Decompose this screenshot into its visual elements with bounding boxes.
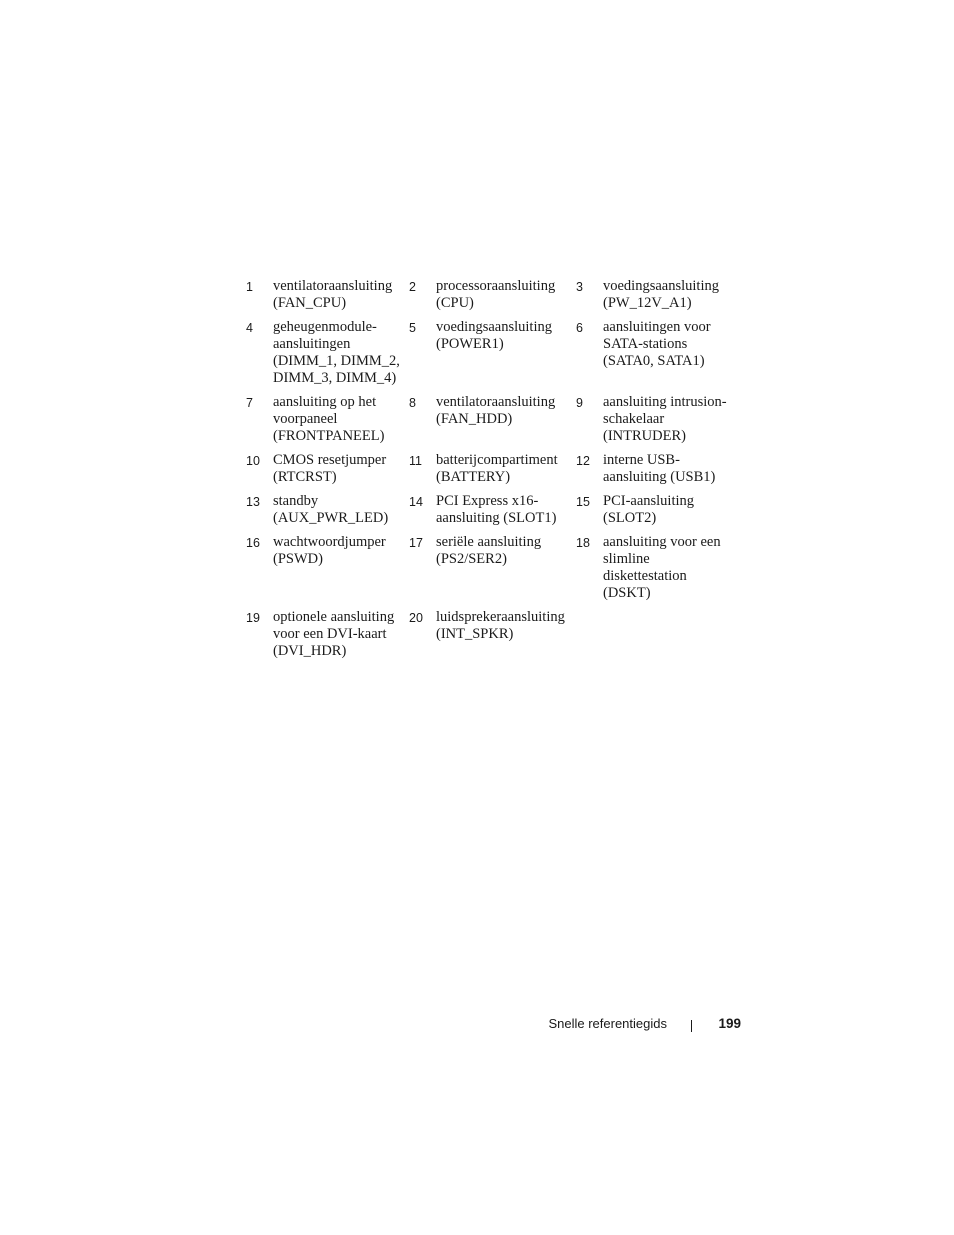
item-description: geheugenmodule-aansluitingen (DIMM_1, DIMM_2, DIMM_3, DIMM_4) — [273, 319, 400, 386]
item-number: 10 — [246, 454, 260, 468]
item-description: aansluitingen voor SATA-stations (SATA0, SATA1) — [603, 319, 711, 369]
item-number: 15 — [576, 495, 590, 509]
item-number: 17 — [409, 536, 423, 550]
item-description: batterijcompartiment (BATTERY) — [436, 452, 558, 485]
connector-legend-table — [246, 278, 736, 667]
item-number: 6 — [576, 321, 583, 335]
item-description: PCI Express x16-aansluiting (SLOT1) — [436, 493, 557, 526]
item-number: 9 — [576, 396, 583, 410]
page-number: 199 — [718, 1016, 741, 1031]
item-number: 14 — [409, 495, 423, 509]
item-number: 19 — [246, 611, 260, 625]
item-number: 4 — [246, 321, 253, 335]
legend-row — [246, 278, 736, 319]
item-number: 3 — [576, 280, 583, 294]
legend-row — [246, 609, 736, 667]
item-number: 13 — [246, 495, 260, 509]
item-description: seriële aansluiting (PS2/SER2) — [436, 534, 542, 567]
item-number: 7 — [246, 396, 253, 410]
legend-row — [246, 534, 736, 609]
item-number: 16 — [246, 536, 260, 550]
item-description: aansluiting intrusion-schakelaar (INTRUDER) — [603, 394, 727, 444]
item-number: 8 — [409, 396, 416, 410]
item-description: optionele aansluiting voor een DVI-kaart (DVI_HDR) — [273, 609, 395, 659]
item-number: 12 — [576, 454, 590, 468]
item-description: interne USB-aansluiting (USB1) — [603, 452, 716, 485]
footer-separator — [691, 1020, 692, 1032]
footer-title: Snelle referentiegids — [548, 1016, 667, 1031]
item-description: PCI-aansluiting (SLOT2) — [603, 493, 695, 526]
item-number — [576, 609, 603, 667]
item-description: aansluiting voor een slimline diskettestation (DSKT) — [603, 534, 721, 601]
item-number: 5 — [409, 321, 416, 335]
item-number: 11 — [409, 454, 422, 468]
item-description: ventilatoraansluiting (FAN_CPU) — [273, 278, 393, 311]
item-description: aansluiting op het voorpaneel (FRONTPANEEL) — [273, 394, 385, 444]
legend-row — [246, 452, 736, 493]
item-description — [603, 609, 736, 667]
item-number: 18 — [576, 536, 590, 550]
item-description: wachtwoordjumper (PSWD) — [273, 534, 386, 567]
legend-row — [246, 493, 736, 534]
item-number: 2 — [409, 280, 416, 294]
item-description: processoraansluiting (CPU) — [436, 278, 556, 311]
page-footer — [0, 1016, 741, 1036]
item-description: voedingsaansluiting (PW_12V_A1) — [603, 278, 719, 311]
item-number: 20 — [409, 611, 423, 625]
item-description: CMOS resetjumper (RTCRST) — [273, 452, 387, 485]
item-number: 1 — [246, 280, 253, 294]
item-description: standby (AUX_PWR_LED) — [273, 493, 389, 526]
item-description: luidsprekeraansluiting (INT_SPKR) — [436, 609, 565, 642]
item-description: ventilatoraansluiting (FAN_HDD) — [436, 394, 556, 427]
legend-row — [246, 319, 736, 394]
legend-row — [246, 394, 736, 452]
item-description: voedingsaansluiting (POWER1) — [436, 319, 552, 352]
